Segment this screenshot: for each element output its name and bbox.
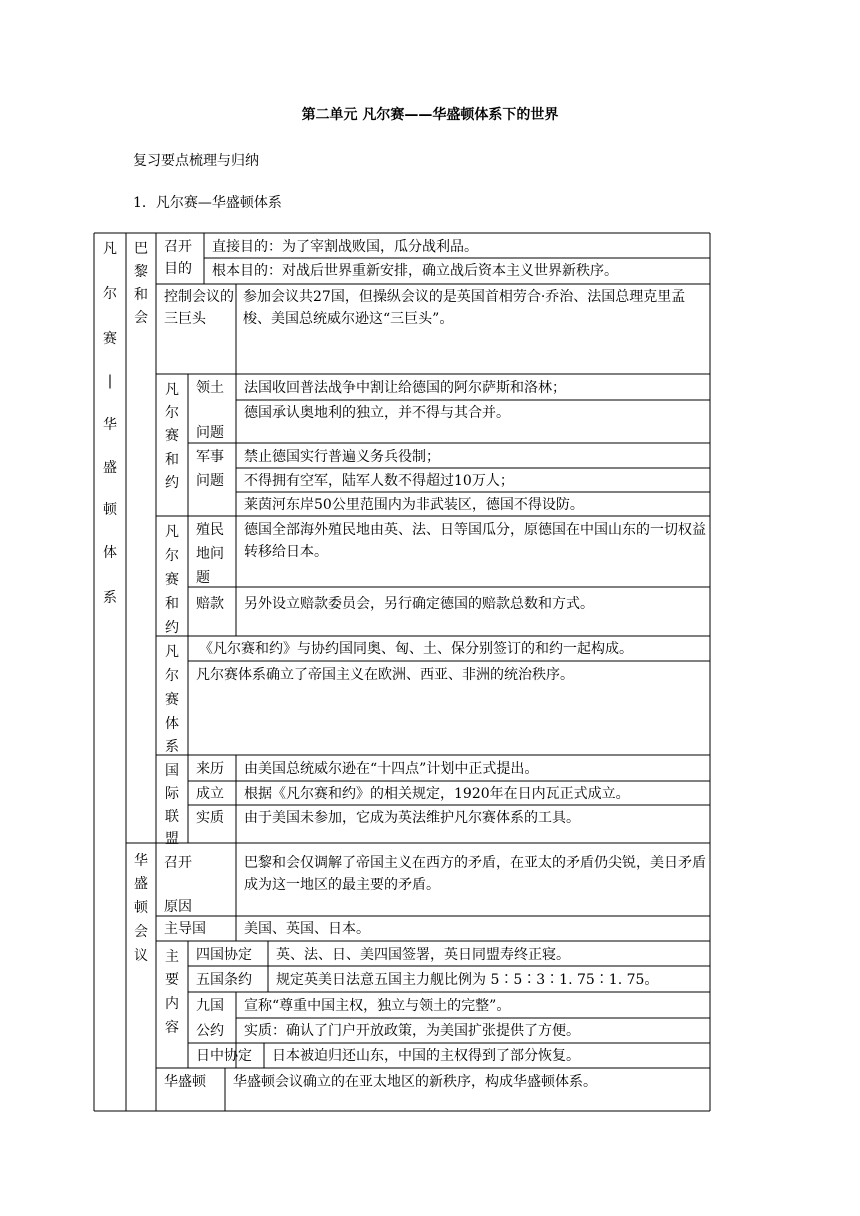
sino-japan-label: 日中协定 (196, 1048, 252, 1064)
military-2: 不得拥有空军，陆军人数不得超过10万人； (244, 473, 514, 489)
cause-text: 巴黎和会仅调解了帝国主义在西方的矛盾，在亚太的矛盾仍尖锐，美日矛盾成为这一地区的最主要的矛盾。 (244, 855, 706, 893)
five-power-label: 五国条约 (196, 972, 252, 988)
intro-heading: 复习要点梳理与归纳 (133, 153, 259, 169)
section-heading: 1．凡尔赛—华盛顿体系 (133, 195, 282, 211)
territory-1: 法国收回普法战争中割让给德国的阿尔萨斯和洛林； (244, 380, 566, 396)
versailles-system-2: 凡尔赛体系确立了帝国主义在欧洲、西亚、非洲的统治秩序。 (196, 667, 574, 683)
territory-2: 德国承认奥地利的独立，并不得与其合并。 (244, 405, 510, 421)
five-power-text: 规定英美日法意五国主力舰比例为 5∶5∶3∶1. 75∶1. 75。 (276, 972, 659, 988)
reparations-label: 赔款 (196, 596, 224, 612)
nine-power-2: 实质：确认了门户开放政策，为美国扩张提供了方便。 (244, 1023, 580, 1039)
root-purpose: 根本目的：对战后世界重新安排，确立战后资本主义世界新秩序。 (212, 263, 618, 279)
essence-text: 由于美国未参加，它成为英法维护凡尔赛体系的工具。 (244, 810, 580, 826)
reparations-text: 另外设立赔款委员会，另行确定德国的赔款总数和方式。 (244, 596, 594, 612)
origin-label: 来历 (196, 761, 224, 777)
versailles-system-1: 《凡尔赛和约》与协约国同奥、匈、土、保分别签订的和约一起构成。 (199, 641, 633, 657)
four-power-text: 英、法、日、美四国签署，英日同盟寿终正寝。 (276, 947, 570, 963)
nine-power-1: 宣称“尊重中国主权，独立与领土的完整”。 (244, 998, 511, 1014)
big-three-text: 参加会议共27国，但操纵会议的是英国首相劳合·乔治、法国总理克里孟梭、美国总统威尔逊这“三巨头”。 (243, 289, 686, 327)
four-power-label: 四国协定 (196, 947, 252, 963)
direct-purpose: 直接目的：为了宰割战败国，瓜分战利品。 (212, 239, 478, 255)
lead-text: 美国、英国、日本。 (244, 921, 370, 937)
convene-purpose-label: 召开目的 (164, 239, 192, 277)
washington-system-text: 华盛顿会议确立的在亚太地区的新秩序，构成华盛顿体系。 (233, 1074, 597, 1090)
sino-japan-text: 日本被迫归还山东，中国的主权得到了部分恢复。 (272, 1048, 580, 1064)
washington-system-label: 华盛顿 (164, 1074, 206, 1090)
military-3: 莱茵河东岸50公里范围内为非武装区，德国不得设防。 (244, 497, 584, 513)
page-title: 第二单元 凡尔赛——华盛顿体系下的世界 (301, 107, 559, 123)
founded-label: 成立 (196, 786, 224, 802)
big-three-label: 控制会议的三巨头 (164, 289, 234, 327)
colony-text: 德国全部海外殖民地由英、法、日等国瓜分，原德国在中国山东的一切权益转移给日本。 (244, 522, 706, 560)
military-1: 禁止德国实行普遍义务兵役制； (244, 449, 440, 465)
origin-text: 由美国总统威尔逊在“十四点”计划中正式提出。 (244, 761, 539, 777)
founded-text: 根据《凡尔赛和约》的相关规定，1920年在日内瓦正式成立。 (244, 786, 630, 802)
essence-label: 实质 (196, 810, 224, 826)
lead-label: 主导国 (164, 921, 206, 937)
